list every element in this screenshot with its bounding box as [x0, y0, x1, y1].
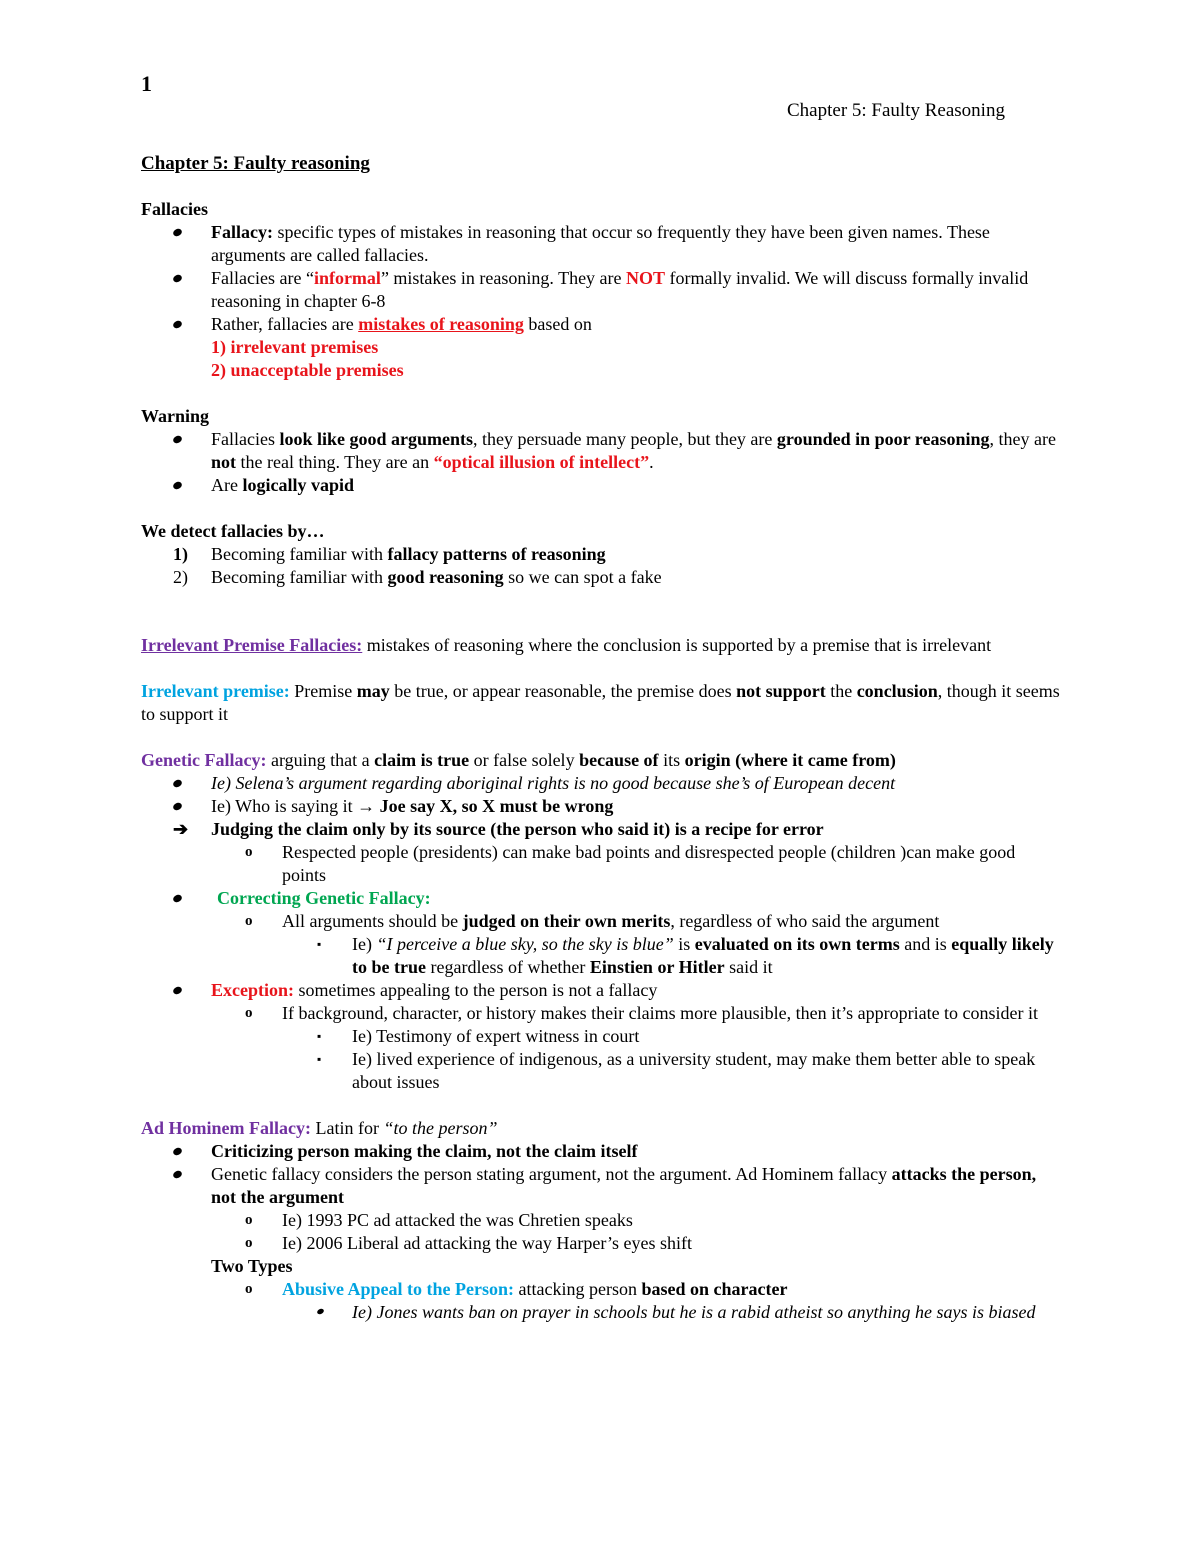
running-header: Chapter 5: Faulty Reasoning [787, 100, 1005, 121]
bullet-icon [173, 267, 182, 290]
list-item: Exception: sometimes appealing to the person is not a fallacy [141, 979, 1061, 1002]
list-item: o Ie) 2006 Liberal ad attacking the way Harper’s eyes shift [245, 1233, 693, 1253]
warning-list [141, 428, 1061, 497]
list-item: ▪ Ie) lived experience of indigenous, as a university student, may make them better able to speak about issues [317, 1049, 1036, 1092]
irrelevant-premise-fallacies: Irrelevant Premise Fallacies: mistakes of reasoning where the conclusion is supported by a premise that is irrelevant [141, 635, 992, 655]
arrow-right-icon: → [357, 796, 376, 816]
fallacies-list [141, 221, 1061, 382]
list-item: Fallacy: specific types of mistakes in reasoning that occur so frequently they have been given names. These arguments are called fallacies. [141, 221, 1061, 267]
two-types-list [141, 1278, 1061, 1324]
square-bullet-icon: ▪ [317, 937, 322, 951]
irrelevant-premise: Irrelevant premise: Premise may be true, or appear reasonable, the premise does not support the conclusion, though it seems to support it [141, 681, 1060, 724]
genetic-fallacy: Genetic Fallacy: arguing that a claim is true or false solely because of its origin (where it came from) [141, 750, 896, 770]
bullet-icon [173, 1163, 182, 1186]
bullet-icon [173, 887, 182, 910]
list-item: Correcting Genetic Fallacy: [141, 887, 1061, 910]
list-item: 2) Becoming familiar with good reasoning so we can spot a fake [173, 567, 662, 587]
ad-hominem-fallacy: Ad Hominem Fallacy: Latin for “to the person” [141, 1118, 498, 1138]
list-item: Fallacies look like good arguments, they persuade many people, but they are grounded in poor reasoning, they are not the real thing. They are an “optical illusion of intellect”. [141, 428, 1061, 474]
fallacies-heading: Fallacies [141, 199, 208, 219]
list-item: ➔ Judging the claim only by its source (the person who said it) is a recipe for error [173, 819, 824, 839]
circle-bullet-icon: o [245, 913, 253, 929]
bullet-icon [173, 428, 182, 451]
list-item: Ie) Who is saying it → Joe say X, so X must be wrong [141, 795, 1061, 818]
bullet-icon [173, 474, 182, 497]
list-item: o All arguments should be judged on their own merits, regardless of who said the argument [245, 911, 940, 931]
bullet-icon [173, 772, 182, 795]
square-bullet-icon: ▪ [317, 1052, 322, 1066]
list-item: Ie) Selena’s argument regarding aboriginal rights is no good because she’s of European decent [141, 772, 1061, 795]
circle-bullet-icon: o [245, 844, 253, 860]
bullet-icon [317, 1301, 324, 1324]
list-item: o Abusive Appeal to the Person: attacking person based on character [245, 1279, 788, 1299]
list-item: ▪ Ie) Testimony of expert witness in court [317, 1026, 640, 1046]
list-item: o Respected people (presidents) can make bad points and disrespected people (children )can make good points [245, 842, 1016, 885]
warning-heading: Warning [141, 406, 210, 426]
document-body [141, 152, 1061, 1324]
list-item: Fallacies are “informal” mistakes in reasoning. They are NOT formally invalid. We will discuss formally invalid reasoning in chapter 6-8 [141, 267, 1061, 313]
bullet-icon [173, 1140, 182, 1163]
page-number: 1 [141, 71, 152, 96]
list-item: o If background, character, or history makes their claims more plausible, then it’s appropriate to consider it [245, 1003, 1039, 1023]
genetic-list [141, 772, 1061, 1094]
list-item: o Ie) 1993 PC ad attacked the was Chretien speaks [245, 1210, 633, 1230]
circle-bullet-icon: o [245, 1005, 253, 1021]
bullet-icon [173, 795, 182, 818]
list-item: 1) Becoming familiar with fallacy patterns of reasoning [173, 544, 606, 564]
list-item: Rather, fallacies are mistakes of reasoning based on 1) irrelevant premises 2) unacceptable premises [141, 313, 1061, 382]
bullet-icon [173, 221, 182, 244]
bullet-icon [173, 979, 182, 1002]
list-item: Ie) Jones wants ban on prayer in schools but he is a rabid atheist so anything he says is biased [141, 1301, 1061, 1324]
arrow-right-icon: ➔ [173, 819, 189, 839]
circle-bullet-icon: o [245, 1212, 253, 1228]
list-item: Genetic fallacy considers the person stating argument, not the argument. Ad Hominem fallacy attacks the person, not the argument [141, 1163, 1061, 1209]
circle-bullet-icon: o [245, 1281, 253, 1297]
detect-heading: We detect fallacies by… [141, 521, 325, 541]
detect-list [141, 543, 1061, 589]
page-title: Chapter 5: Faulty reasoning [141, 153, 370, 174]
ad-hominem-list [141, 1140, 1061, 1255]
square-bullet-icon: ▪ [317, 1029, 322, 1043]
circle-bullet-icon: o [245, 1235, 253, 1251]
list-item: Are logically vapid [141, 474, 1061, 497]
list-item: ▪ Ie) “I perceive a blue sky, so the sky is blue” is evaluated on its own terms and is equally likely to be true regardless of whether Einstien or Hitler said it [317, 934, 1054, 977]
bullet-icon [173, 313, 182, 336]
two-types-heading: Two Types [211, 1256, 293, 1276]
list-item: Criticizing person making the claim, not the claim itself [141, 1140, 1061, 1163]
